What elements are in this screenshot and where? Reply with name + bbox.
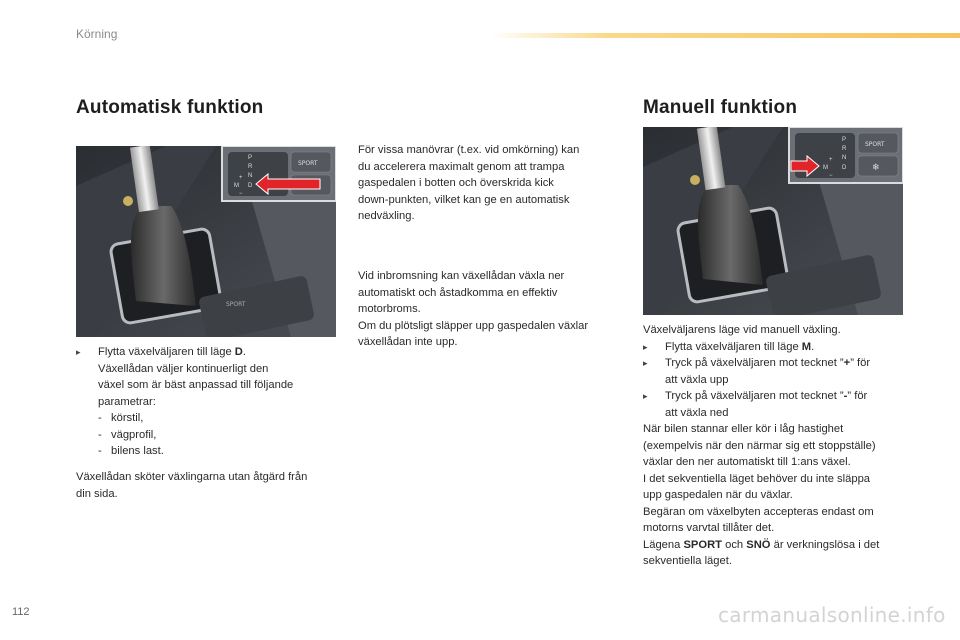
automatic-bullet-block: ▸ Flytta växelväljaren till läge D. Växellådan väljer kontinuerligt den växel som är bäst anpassad till följande parametrar: - körstil, - vägprofil, - bilens last. xyxy=(76,344,341,460)
header-accent-bar xyxy=(490,33,960,38)
bullet-arrow-icon: ▸ xyxy=(643,358,648,368)
bullet-arrow-icon: ▸ xyxy=(643,341,648,352)
svg-text:−: − xyxy=(239,191,243,197)
svg-text:−: − xyxy=(829,173,833,179)
manual-gear-photo xyxy=(643,127,903,315)
header-label: Körning xyxy=(76,27,118,41)
page-number: 112 xyxy=(12,606,30,618)
sport-button-label: SPORT xyxy=(865,141,885,148)
svg-text:M: M xyxy=(234,183,239,189)
snow-mode-icon: ❄ xyxy=(872,162,880,172)
svg-text:R: R xyxy=(842,146,847,152)
param-item: - körstil, xyxy=(98,412,144,424)
svg-text:R: R xyxy=(248,164,253,170)
watermark: carmanualsonline.info xyxy=(718,603,946,627)
bullet-arrow-icon: ▸ xyxy=(76,347,81,357)
svg-text:+: + xyxy=(829,157,833,163)
bullet-arrow-icon: ▸ xyxy=(643,391,648,401)
svg-text:P: P xyxy=(248,155,253,161)
braking-paragraph: Vid inbromsning kan växellådan växla ner automatiskt och åstadkomma en effektiv motorbroms. Om du plötsligt släpper upp gaspedalen växlar växellådan inte upp. xyxy=(358,270,589,348)
param-item: - vägprofil, xyxy=(98,428,157,441)
manual-title: Manuell funktion xyxy=(643,97,798,118)
svg-text:D: D xyxy=(842,165,847,171)
automatic-gear-photo xyxy=(76,146,336,337)
automatic-note: Växellådan sköter växlingarna utan åtgärd från din sida. xyxy=(76,471,308,500)
svg-text:SPORT: SPORT xyxy=(226,301,246,308)
manual-steps: Växelväljarens läge vid manuell växling. ▸ Flytta växelväljaren till läge M. ▸ Tryck på växelväljaren mot tecknet ”+” för att växla upp ▸ Tryck på växelväljaren mot tecknet ”-” för att växla ned När bilen stannar eller kör i låg hastighet (exempelvis när den närmar sig ett stoppställe) växlar den ner automatiskt till 1:ans växel. I det sekventiella läget behöver du inte släppa upp gaspedalen när du växlar. Begäran om växelbyten accepteras endast om motorns varvtal tillåter det. Lägena SPORT och SNÖ är verkningslösa i det sekventiella läget. xyxy=(643,324,880,567)
svg-text:D: D xyxy=(248,183,253,189)
svg-text:+: + xyxy=(239,175,243,181)
kickdown-paragraph: För vissa manövrar (t.ex. vid omkörning) kan du accelerera maximalt genom att trampa gaspedalen i botten och överskrida kick down-punkten, vilket kan ge en automatisk nedväxling. xyxy=(358,144,580,222)
param-item: - bilens last. xyxy=(98,445,164,457)
automatic-title: Automatisk funktion xyxy=(76,97,264,118)
svg-text:N: N xyxy=(248,173,253,179)
svg-text:P: P xyxy=(842,137,847,143)
svg-text:N: N xyxy=(842,155,847,161)
svg-text:M: M xyxy=(823,165,828,171)
sport-button-label: SPORT xyxy=(298,160,318,167)
